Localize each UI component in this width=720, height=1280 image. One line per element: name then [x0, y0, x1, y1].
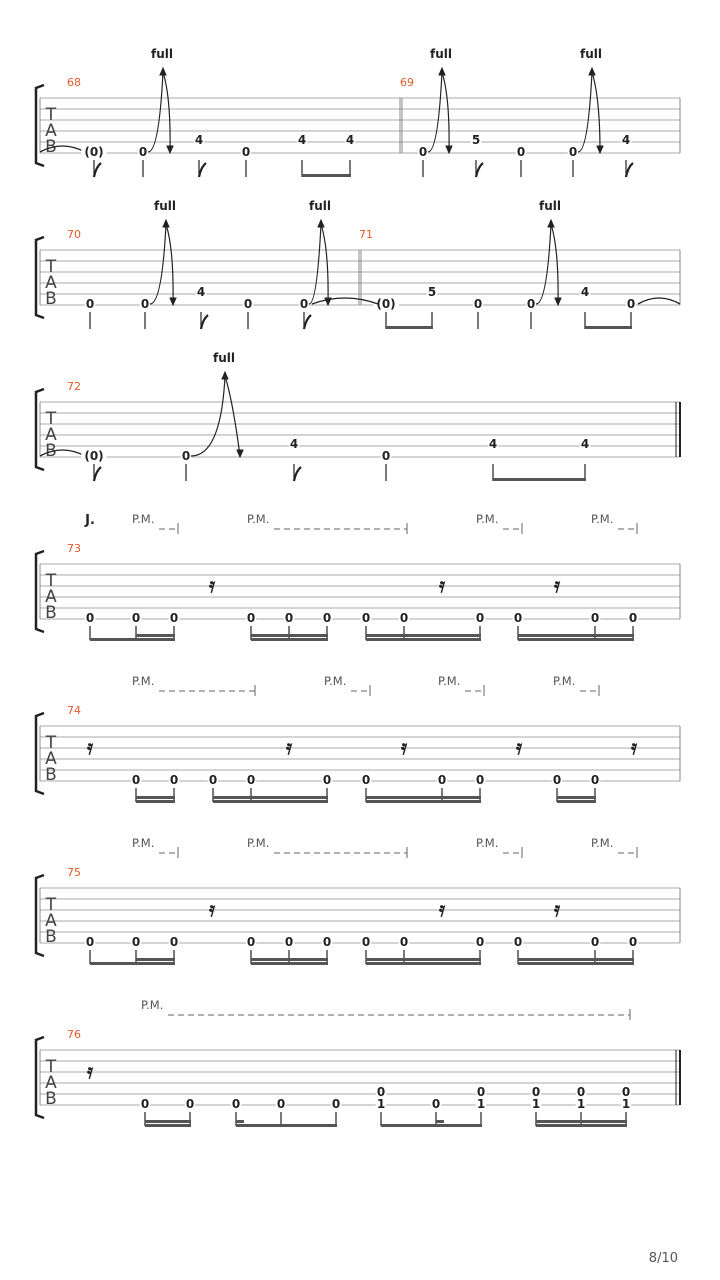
fret-number: 0: [85, 297, 95, 311]
fret-number: 0: [475, 773, 485, 787]
bend-curve: [428, 72, 442, 152]
fret-number: 0: [376, 1085, 386, 1099]
fret-number: 4: [488, 437, 498, 451]
fret-number: 0: [140, 1097, 150, 1111]
release-arrowhead: [237, 450, 243, 457]
fret-number: 0: [568, 145, 578, 159]
tab-clef-b: B: [45, 441, 57, 461]
fret-number: 0: [246, 935, 256, 949]
fret-number: 0: [361, 611, 371, 625]
fret-number: 1: [376, 1097, 386, 1111]
fret-number: 4: [345, 133, 355, 147]
note-beam: [136, 796, 175, 799]
note-beam: [436, 1120, 444, 1123]
palm-mute-label: P.M.: [247, 836, 270, 850]
fret-number: 0: [169, 611, 179, 625]
tab-clef-t: T: [45, 733, 57, 753]
measure-number: 75: [67, 866, 81, 879]
note-beam: [251, 962, 328, 965]
note-flag: [476, 163, 483, 177]
fret-number: 5: [471, 133, 481, 147]
release-curve: [592, 72, 600, 152]
fret-number: 0: [590, 935, 600, 949]
fret-number: 0: [231, 1097, 241, 1111]
release-arrowhead: [167, 146, 173, 153]
fret-number: 0: [399, 935, 409, 949]
fret-number: 0: [131, 935, 141, 949]
fret-number: 0: [526, 297, 536, 311]
fret-number: 0: [628, 611, 638, 625]
note-beam: [213, 796, 328, 799]
fret-number: 0: [513, 935, 523, 949]
note-beam: [536, 1120, 627, 1123]
fret-number: 4: [289, 437, 299, 451]
palm-mute-label: P.M.: [141, 998, 164, 1012]
fret-number: 1: [531, 1097, 541, 1111]
tab-clef-b: B: [45, 603, 57, 623]
tab-clef-b: B: [45, 1089, 57, 1109]
fret-number: 0: [361, 935, 371, 949]
note-beam: [251, 634, 328, 637]
bend-curve: [309, 224, 321, 304]
note-beam: [136, 958, 175, 961]
fret-number: 4: [194, 133, 204, 147]
fret-number: 4: [580, 285, 590, 299]
palm-mute-label: P.M.: [247, 512, 270, 526]
fret-number: 0: [621, 1085, 631, 1099]
tab-clef-a: A: [45, 911, 57, 931]
fret-number: 0: [531, 1085, 541, 1099]
release-curve: [321, 224, 328, 304]
sixteenth-rest: 𝄿: [208, 897, 216, 921]
note-beam: [251, 638, 328, 641]
release-curve: [442, 72, 449, 152]
fret-number: 0: [169, 773, 179, 787]
note-beam: [145, 1124, 191, 1127]
fret-number: 0: [276, 1097, 286, 1111]
note-beam: [366, 962, 481, 965]
sixteenth-rest: 𝄿: [515, 735, 523, 759]
note-beam: [493, 478, 586, 481]
fret-number: 0: [85, 611, 95, 625]
note-flag: [304, 315, 311, 329]
bend-amount-label: full: [154, 199, 176, 213]
fret-number: (0): [84, 145, 104, 159]
fret-number: 0: [476, 1085, 486, 1099]
tab-clef-b: B: [45, 137, 57, 157]
fret-number: 0: [590, 773, 600, 787]
note-beam: [557, 796, 596, 799]
tab-clef-b: B: [45, 927, 57, 947]
sixteenth-rest: 𝄿: [285, 735, 293, 759]
fret-number: 0: [246, 611, 256, 625]
release-curve: [225, 376, 240, 456]
fret-number: 4: [621, 133, 631, 147]
note-beam: [90, 962, 175, 965]
fret-number: (0): [84, 449, 104, 463]
note-flag: [294, 467, 301, 481]
release-curve: [551, 224, 558, 304]
palm-mute-label: P.M.: [132, 836, 155, 850]
palm-mute-label: P.M.: [591, 512, 614, 526]
note-beam: [518, 634, 634, 637]
note-beam: [518, 638, 634, 641]
tab-clef-t: T: [45, 895, 57, 915]
release-arrowhead: [597, 146, 603, 153]
fret-number: 0: [131, 611, 141, 625]
note-flag: [626, 163, 633, 177]
sixteenth-rest: 𝄿: [630, 735, 638, 759]
tab-clef-b: B: [45, 289, 57, 309]
measure-number: 69: [400, 76, 414, 89]
fret-number: 4: [580, 437, 590, 451]
fret-number: 1: [621, 1097, 631, 1111]
sixteenth-rest: 𝄿: [553, 573, 561, 597]
bend-curve: [148, 72, 163, 152]
measure-number: 74: [67, 704, 81, 717]
measure-number: 76: [67, 1028, 81, 1041]
fret-number: 0: [140, 297, 150, 311]
sixteenth-rest: 𝄿: [553, 897, 561, 921]
tab-clef-t: T: [45, 257, 57, 277]
measure-number: 68: [67, 76, 81, 89]
fret-number: 1: [576, 1097, 586, 1111]
palm-mute-label: P.M.: [132, 512, 155, 526]
note-beam: [366, 958, 481, 961]
bend-amount-label: full: [151, 47, 173, 61]
palm-mute-label: P.M.: [591, 836, 614, 850]
sixteenth-rest: 𝄿: [86, 1059, 94, 1083]
note-beam: [136, 800, 175, 803]
fret-number: 0: [284, 935, 294, 949]
fret-number: 0: [246, 773, 256, 787]
fret-number: 0: [331, 1097, 341, 1111]
palm-mute-label: P.M.: [438, 674, 461, 688]
fret-number: 0: [475, 611, 485, 625]
fret-number: 0: [628, 935, 638, 949]
tab-clef-t: T: [45, 105, 57, 125]
note-beam: [90, 638, 175, 641]
note-beam: [302, 174, 351, 177]
fret-number: 0: [418, 145, 428, 159]
tab-clef-a: A: [45, 749, 57, 769]
fret-number: 0: [284, 611, 294, 625]
bend-curve: [150, 224, 166, 304]
fret-number: 0: [513, 611, 523, 625]
measure-number: 70: [67, 228, 81, 241]
fret-number: 0: [431, 1097, 441, 1111]
note-beam: [585, 326, 632, 329]
fret-number: 0: [243, 297, 253, 311]
release-arrowhead: [325, 298, 331, 305]
fret-number: 0: [322, 773, 332, 787]
fret-number: 0: [626, 297, 636, 311]
bend-curve: [191, 376, 225, 456]
fret-number: 0: [241, 145, 251, 159]
tab-clef-a: A: [45, 587, 57, 607]
note-beam: [536, 1124, 627, 1127]
tab-clef-a: A: [45, 273, 57, 293]
fret-number: 0: [473, 297, 483, 311]
palm-mute-label: P.M.: [324, 674, 347, 688]
release-curve: [163, 72, 170, 152]
tab-clef-t: T: [45, 571, 57, 591]
palm-mute-label: P.M.: [553, 674, 576, 688]
note-flag: [94, 163, 101, 177]
fret-number: 4: [297, 133, 307, 147]
tab-clef-t: T: [45, 409, 57, 429]
palm-mute-label: P.M.: [132, 674, 155, 688]
note-flag: [201, 315, 208, 329]
note-beam: [518, 958, 634, 961]
release-curve: [166, 224, 173, 304]
bend-amount-label: full: [309, 199, 331, 213]
tab-clef-b: B: [45, 765, 57, 785]
tab-clef-a: A: [45, 425, 57, 445]
bend-curve: [578, 72, 592, 152]
note-beam: [366, 634, 481, 637]
fret-number: 0: [399, 611, 409, 625]
note-beam: [236, 1124, 337, 1127]
fret-number: 0: [169, 935, 179, 949]
release-arrowhead: [446, 146, 452, 153]
bend-curve: [536, 224, 551, 304]
fret-number: 0: [322, 611, 332, 625]
note-beam: [518, 962, 634, 965]
tie-arc: [312, 298, 378, 304]
sixteenth-rest: 𝄿: [400, 735, 408, 759]
fret-number: 0: [576, 1085, 586, 1099]
palm-mute-label: P.M.: [476, 512, 499, 526]
bend-amount-label: full: [580, 47, 602, 61]
fret-number: 5: [427, 285, 437, 299]
measure-number: 71: [359, 228, 373, 241]
release-arrowhead: [555, 298, 561, 305]
fret-number: 0: [552, 773, 562, 787]
fret-number: 0: [85, 935, 95, 949]
fret-number: 0: [516, 145, 526, 159]
note-beam: [366, 796, 481, 799]
tie-arc: [638, 298, 680, 304]
note-flag: [94, 467, 101, 481]
note-beam: [251, 958, 328, 961]
tab-clef-a: A: [45, 1073, 57, 1093]
fret-number: 0: [185, 1097, 195, 1111]
fret-number: 0: [138, 145, 148, 159]
sixteenth-rest: 𝄿: [438, 573, 446, 597]
note-beam: [236, 1120, 244, 1123]
fret-number: 4: [196, 285, 206, 299]
fret-number: 0: [131, 773, 141, 787]
tab-clef-t: T: [45, 1057, 57, 1077]
tab-clef-a: A: [45, 121, 57, 141]
note-beam: [213, 800, 328, 803]
page-number: 8/10: [648, 1251, 678, 1266]
fret-number: 0: [437, 773, 447, 787]
note-beam: [136, 634, 175, 637]
sixteenth-rest: 𝄿: [86, 735, 94, 759]
note-beam: [386, 326, 433, 329]
fret-number: 0: [299, 297, 309, 311]
fret-number: 1: [476, 1097, 486, 1111]
bend-amount-label: full: [213, 351, 235, 365]
palm-mute-label: P.M.: [476, 836, 499, 850]
release-arrowhead: [170, 298, 176, 305]
bend-amount-label: full: [430, 47, 452, 61]
fret-number: 0: [381, 449, 391, 463]
bend-amount-label: full: [539, 199, 561, 213]
measure-number: 72: [67, 380, 81, 393]
fret-number: 0: [322, 935, 332, 949]
note-beam: [366, 800, 481, 803]
sixteenth-rest: 𝄿: [438, 897, 446, 921]
fret-number: (0): [376, 297, 396, 311]
fret-number: 0: [208, 773, 218, 787]
fret-number: 0: [590, 611, 600, 625]
note-beam: [145, 1120, 191, 1123]
sixteenth-rest: 𝄿: [208, 573, 216, 597]
note-beam: [366, 638, 481, 641]
fret-number: 0: [361, 773, 371, 787]
measure-number: 73: [67, 542, 81, 555]
note-beam: [557, 800, 596, 803]
section-marker: J.: [85, 513, 95, 528]
note-beam: [381, 1124, 482, 1127]
fret-number: 0: [475, 935, 485, 949]
fret-number: 0: [181, 449, 191, 463]
note-flag: [199, 163, 206, 177]
